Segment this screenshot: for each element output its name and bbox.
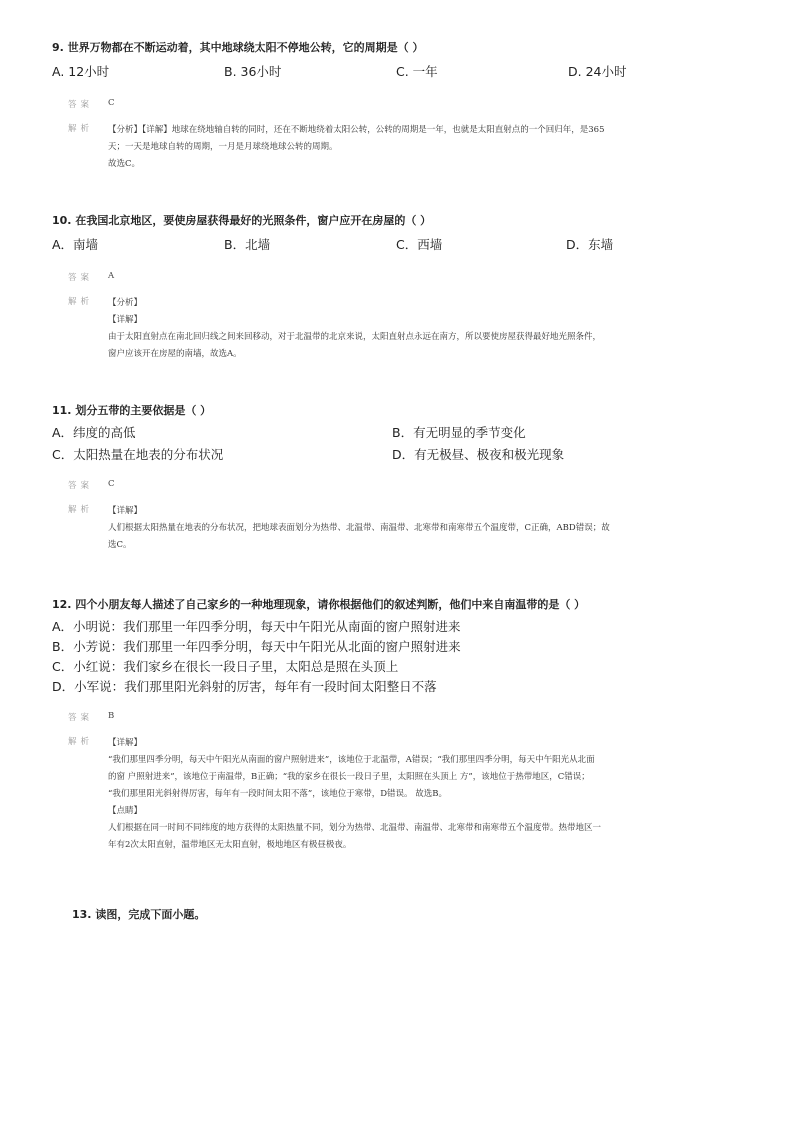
explanation-body bbox=[108, 122, 720, 173]
options bbox=[52, 423, 752, 465]
explanation-line: 人们根据太阳热量在地表的分布状况，把地球表面划分为热带、北温带、南温带、北寒带和南寒带五个温度带，C正确，ABD错误；故 bbox=[108, 523, 610, 533]
option-b: B．北墙 bbox=[224, 237, 271, 252]
explanation-line: 【分析】【详解】地球在绕地轴自转的同时，还在不断地绕着太阳公转，公转的周期是一年，也就是太阳直射点的一个回归年，是365 bbox=[108, 125, 605, 135]
options bbox=[52, 235, 752, 257]
explanation-label: 解析 bbox=[68, 505, 94, 515]
explanation-line: 【详解】 bbox=[108, 315, 143, 325]
explanation-line: 【详解】 bbox=[108, 506, 143, 516]
explanation-line: “我们那里阳光斜射得厉害，每年有一段时间太阳不落”，该地位于寒带，D错误。 故选B。 bbox=[108, 789, 447, 799]
answer-label: 答案 bbox=[68, 481, 94, 491]
options bbox=[52, 62, 752, 84]
answer-row bbox=[52, 711, 752, 723]
explanation-label: 解析 bbox=[68, 737, 94, 747]
option-b: B. 36小时 bbox=[224, 64, 282, 79]
explanation-line: 【分析】 bbox=[108, 298, 143, 308]
explanation-label: 解析 bbox=[68, 124, 94, 134]
option-d: D．有无极昼、极夜和极光现象 bbox=[392, 447, 565, 462]
explanation-row bbox=[52, 122, 752, 173]
explanation-row bbox=[52, 735, 752, 854]
explanation-line: 故选C。 bbox=[108, 159, 141, 169]
option-c: C．太阳热量在地表的分布状况 bbox=[52, 447, 224, 462]
explanation-line: “我们那里四季分明，每天中午阳光从南面的窗户照射进来”，该地位于北温带，A错误；“我们那里四季分明，每天中午阳光从北面 bbox=[108, 755, 595, 765]
explanation-line: 选C。 bbox=[108, 540, 132, 550]
explanation-body bbox=[108, 503, 720, 554]
explanation-line: 年有2次太阳直射，温带地区无太阳直射，极地地区有极昼极夜。 bbox=[108, 840, 352, 850]
answer-label: 答案 bbox=[68, 713, 94, 723]
question-stem: 11. 划分五带的主要依据是（ ） bbox=[52, 404, 212, 417]
explanation-line: 天；一天是地球自转的周期，一月是月球绕地球公转的周期。 bbox=[108, 142, 338, 152]
answer-value: A bbox=[108, 271, 115, 281]
answer-label: 答案 bbox=[68, 273, 94, 283]
options bbox=[52, 617, 752, 697]
option-d: D. 24小时 bbox=[568, 64, 627, 79]
explanation-line: 窗户应该开在房屋的南墙，故选A。 bbox=[108, 349, 242, 359]
answer-value: C bbox=[108, 98, 115, 108]
question-12 bbox=[52, 597, 752, 854]
option-a: A．纬度的高低 bbox=[52, 425, 136, 440]
question-9 bbox=[52, 40, 752, 173]
explanation-line: 【点睛】 bbox=[108, 806, 143, 816]
option-a: A. 12小时 bbox=[52, 64, 110, 79]
answer-row bbox=[52, 479, 752, 491]
explanation-line: 人们根据在同一时间不同纬度的地方获得的太阳热量不同，划分为热带、北温带、南温带、北寒带和南寒带五个温度带。热带地区一 bbox=[108, 823, 602, 833]
explanation-row bbox=[52, 295, 752, 363]
option-a: A．小明说：我们那里一年四季分明，每天中午阳光从南面的窗户照射进来 bbox=[52, 619, 461, 634]
explanation-body bbox=[108, 735, 720, 854]
answer-row bbox=[52, 98, 752, 110]
question-stem: 9. 世界万物都在不断运动着，其中地球绕太阳不停地公转，它的周期是（ ） bbox=[52, 41, 424, 54]
explanation-line: 的窗 户照射进来”，该地位于南温带，B正确；“我的家乡在很长一段日子里，太阳照在头顶上 方”，该地位于热带地区，C错误； bbox=[108, 772, 590, 782]
option-a: A．南墙 bbox=[52, 237, 99, 252]
question-stem: 12. 四个小朋友每人描述了自己家乡的一种地理现象，请你根据他们的叙述判断，他们中来自南温带的是（ ） bbox=[52, 598, 586, 611]
question-13: 13. 读图，完成下面小题。 bbox=[72, 908, 206, 921]
question-stem: 10. 在我国北京地区，要使房屋获得最好的光照条件，窗户应开在房屋的（ ） bbox=[52, 214, 432, 227]
answer-row bbox=[52, 271, 752, 283]
question-11 bbox=[52, 403, 752, 554]
explanation-label: 解析 bbox=[68, 297, 94, 307]
explanation-line: 【详解】 bbox=[108, 738, 143, 748]
explanation-body bbox=[108, 295, 720, 363]
answer-label: 答案 bbox=[68, 100, 94, 110]
explanation-line: 由于太阳直射点在南北回归线之间来回移动，对于北温带的北京来说，太阳直射点永远在南方，所以要使房屋获得最好地光照条件， bbox=[108, 332, 602, 342]
answer-value: C bbox=[108, 479, 115, 489]
option-b: B．小芳说：我们那里一年四季分明，每天中午阳光从北面的窗户照射进来 bbox=[52, 639, 461, 654]
question-10 bbox=[52, 213, 752, 363]
option-c: C．西墙 bbox=[396, 237, 443, 252]
option-d: D．东墙 bbox=[566, 237, 614, 252]
option-c: C．小红说：我们家乡在很长一段日子里，太阳总是照在头顶上 bbox=[52, 659, 399, 674]
explanation-row bbox=[52, 503, 752, 554]
answer-value: B bbox=[108, 711, 115, 721]
option-d: D．小军说：我们那里阳光斜射的厉害，每年有一段时间太阳整日不落 bbox=[52, 679, 437, 694]
option-b: B．有无明显的季节变化 bbox=[392, 425, 526, 440]
option-c: C. 一年 bbox=[396, 64, 438, 79]
